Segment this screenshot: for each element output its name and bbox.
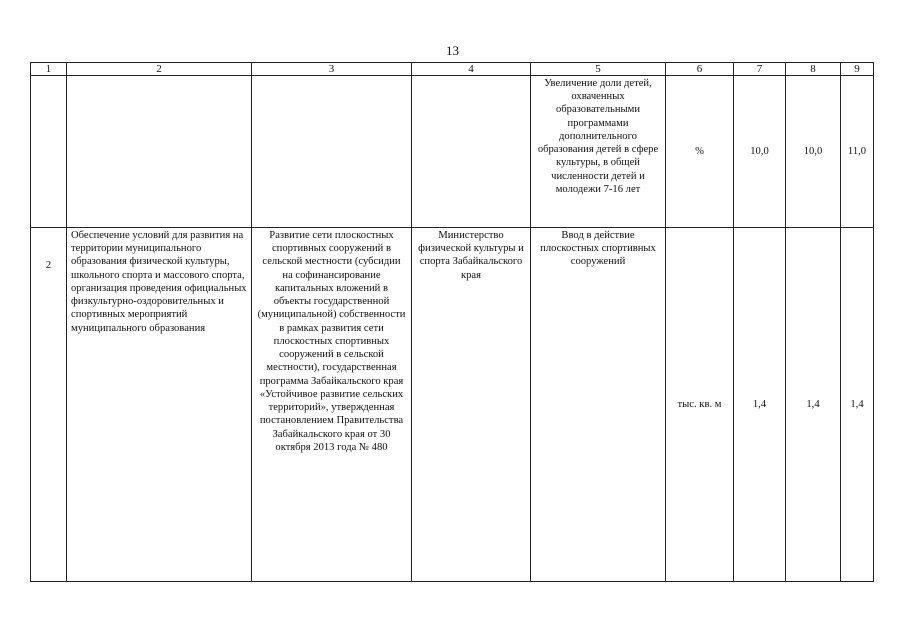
table-row (31, 76, 874, 228)
indicator-text: Ввод в действие плоскостных спортивных сооружений (531, 228, 666, 582)
header-cell-3: 3 (252, 63, 412, 76)
header-cell-2: 2 (67, 63, 252, 76)
header-cell-6: 6 (666, 63, 734, 76)
value-cell: 10,0 (786, 76, 841, 228)
header-cell-9: 9 (841, 63, 874, 76)
table-row (31, 228, 874, 582)
value-cell: 1,4 (734, 228, 786, 582)
header-cell-7: 7 (734, 63, 786, 76)
page-number: 13 (446, 43, 459, 58)
value-cell: 1,4 (786, 228, 841, 582)
row1-col2 (67, 76, 252, 228)
header-cell-4: 4 (412, 63, 531, 76)
unit-cell: тыс. кв. м (666, 228, 734, 582)
value-cell: 11,0 (841, 76, 874, 228)
row1-col1 (31, 76, 67, 228)
task-description: Обеспечение условий для развития на территории муниципального образования физической культуры, школьного спорта и массового спорта, организация проведения официальных физкультурно-оздоровительных и спортивных мероприятий муниципального образования (67, 228, 252, 582)
header-cell-1: 1 (31, 63, 67, 76)
header-cell-5: 5 (531, 63, 666, 76)
row1-col3 (252, 76, 412, 228)
row1-col4 (412, 76, 531, 228)
document-table (30, 62, 874, 582)
indicator-text: Увеличение доли детей, охваченных образовательными программами дополнительного образования детей в сфере культуры, в общей численности детей и молодежи 7-16 лет (531, 76, 666, 228)
value-cell: 1,4 (841, 228, 874, 582)
header-cell-8: 8 (786, 63, 841, 76)
responsible-executor: Министерство физической культуры и спорта Забайкальского края (412, 228, 531, 582)
row-number: 2 (31, 228, 67, 582)
unit-cell: % (666, 76, 734, 228)
measure-description: Развитие сети плоскостных спортивных сооружений в сельской местности (субсидии на софинансирование капитальных вложений в объекты государственной (муниципальной) собственности в рамках развития сети плоскостных спортивных сооружений в сельской местности), государственная программа Забайкальского края «Устойчивое развитие сельских территорий», утвержденная постановлением Правительства Забайкальского края от 30 октября 2013 года № 480 (252, 228, 412, 582)
value-cell: 10,0 (734, 76, 786, 228)
header-row (31, 63, 874, 76)
